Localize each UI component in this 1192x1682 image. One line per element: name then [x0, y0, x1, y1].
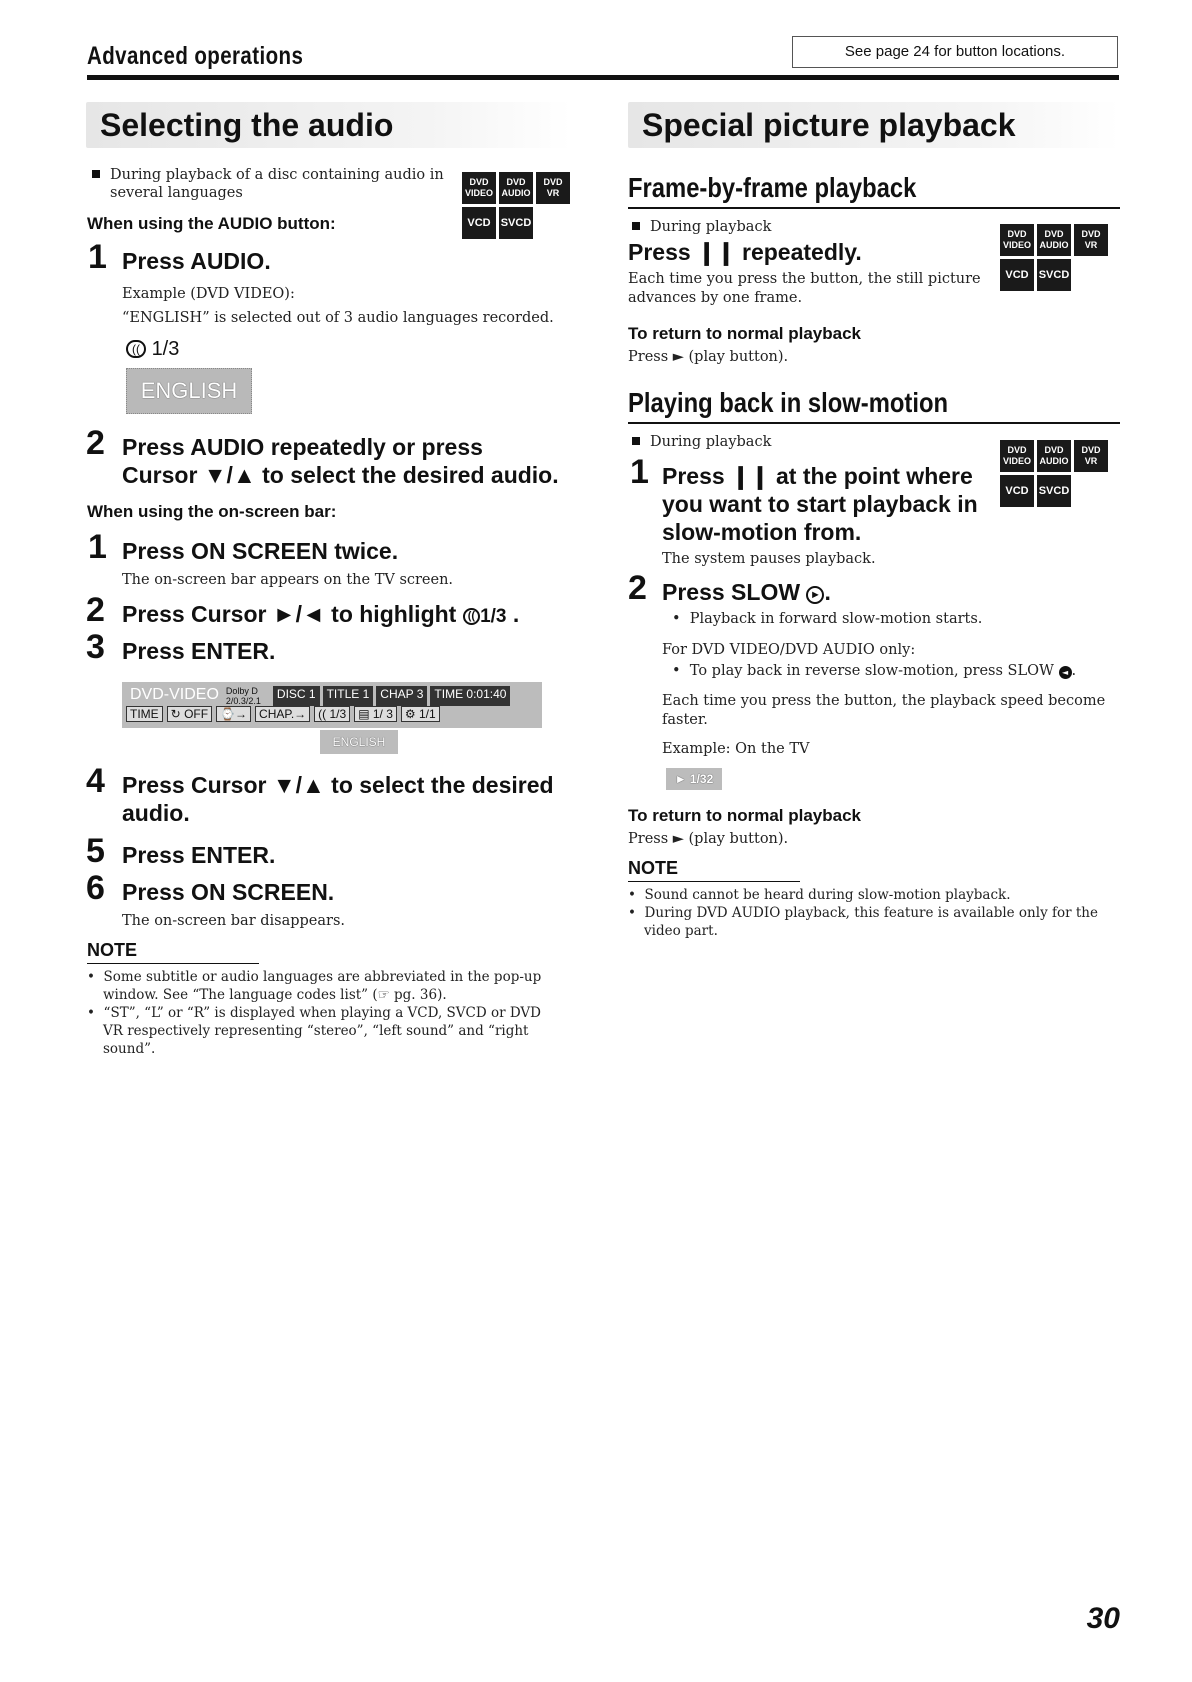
step-number: 3 — [86, 628, 105, 666]
slow-forward-icon: ► — [806, 586, 824, 604]
section-title: Advanced operations — [87, 42, 304, 70]
note-list-left: • Some subtitle or audio languages are abbreviated in the pop-up window. See “The language codes list” (☞ pg. 36). • “ST”, “L” or “R” is displayed when playing a VCD, SVCD or DVD VR respectively representing “stereo”, “left sound” and “right sound”. — [87, 968, 577, 1058]
audio-osd-count: (( 1/3 — [126, 338, 179, 361]
disc-badges-left — [462, 172, 570, 239]
badge-dvd-video: DVD VIDEO — [1000, 224, 1034, 256]
note-item: • Some subtitle or audio languages are abbreviated in the pop-up — [87, 969, 542, 985]
step-highlight: Press Cursor ►/◄ to highlight (( 1/3 . — [122, 601, 520, 627]
onscreen-disappears: The on-screen bar disappears. — [122, 913, 346, 929]
step-press-pause-repeat: Press ❙❙ repeatedly. — [628, 239, 862, 265]
special-picture-heading: Special picture playback — [628, 102, 1120, 148]
badge-vcd: VCD — [462, 207, 496, 239]
frame-condition: During playback — [632, 218, 771, 236]
step-select-audio-2: audio. — [122, 800, 190, 826]
button-locations-note: See page 24 for button locations. — [792, 36, 1118, 68]
note-item: • Sound cannot be heard during slow-motion playback. — [628, 887, 1011, 903]
note-rule — [87, 963, 259, 964]
badge-dvd-vr: DVD VR — [1074, 440, 1108, 472]
bullet-square — [92, 170, 100, 178]
when-audio-button: When using the AUDIO button: — [87, 214, 336, 233]
slow-reverse-icon: ◄ — [1059, 666, 1072, 679]
when-onscreen-bar: When using the on-screen bar: — [87, 502, 337, 521]
repeat-icon: ↻ — [170, 707, 181, 721]
note-rule — [628, 881, 800, 882]
return-normal-desc-2: Press ► (play button). — [628, 831, 789, 847]
note-heading-right: NOTE — [628, 858, 679, 878]
step-number: 1 — [88, 238, 107, 276]
selecting-audio-heading: Selecting the audio — [86, 102, 572, 148]
return-normal-desc: Press ► (play button). — [628, 349, 789, 365]
badge-dvd-audio: DVD AUDIO — [1037, 440, 1071, 472]
step-number: 2 — [86, 424, 105, 462]
tv-example-label: Example: On the TV — [662, 741, 810, 757]
audio-selector: (( 1/3 — [314, 706, 350, 722]
disc-badges-slow — [1000, 440, 1108, 507]
osd-language-popup: ENGLISH — [320, 730, 398, 754]
onscreen-bar-illustration — [122, 682, 542, 760]
osd-row-1: DVD-VIDEO Dolby D 2/0.3/2.1 DISC 1 TITLE 1 CHAP 3 TIME 0:01:40 — [126, 686, 510, 706]
frame-desc-1: Each time you press the button, the still picture — [628, 271, 981, 287]
heading-rule — [628, 207, 1120, 209]
note-heading-left: NOTE — [87, 940, 138, 960]
speed-faster-2: faster. — [662, 712, 708, 728]
step-select-audio: Press Cursor ▼/▲ to select the desired — [122, 772, 554, 798]
step-number: 2 — [86, 591, 105, 629]
step-number: 1 — [88, 528, 107, 566]
step-press-enter: Press ENTER. — [122, 638, 276, 664]
slow-motion-heading: Playing back in slow-motion — [628, 387, 949, 418]
example-label: Example (DVD VIDEO): — [122, 286, 295, 302]
frame-by-frame-heading: Frame-by-frame playback — [628, 172, 917, 203]
step-press-pause-point-2: you want to start playback in — [662, 491, 978, 517]
step-number: 2 — [628, 569, 647, 607]
frame-desc-2: advances by one frame. — [628, 290, 803, 306]
step-press-audio-repeat-2: Cursor ▼/▲ to select the desired audio. — [122, 462, 559, 488]
system-pauses: The system pauses playback. — [662, 551, 876, 567]
audio-osd-language: ENGLISH — [126, 368, 252, 414]
osd-row-2: TIME ↻ OFF ⌚→ CHAP.→ (( 1/3 ▤ 1/ 3 ⚙ 1/1 — [126, 706, 440, 722]
badge-dvd-audio: DVD AUDIO — [499, 172, 533, 204]
badge-vcd: VCD — [1000, 259, 1034, 291]
timer-icon: ⌚→ — [216, 706, 251, 722]
speed-faster-1: Each time you press the button, the playback speed become — [662, 693, 1106, 709]
onscreen-appears: The on-screen bar appears on the TV screen. — [122, 572, 454, 588]
step-press-audio-repeat: Press AUDIO repeatedly or press — [122, 434, 483, 460]
step-press-enter-2: Press ENTER. — [122, 842, 276, 868]
badge-svcd: SVCD — [1037, 475, 1071, 507]
step-number: 1 — [630, 453, 649, 491]
slow-condition: During playback — [632, 433, 771, 451]
return-normal-heading-2: To return to normal playback — [628, 806, 862, 825]
badge-vcd: VCD — [1000, 475, 1034, 507]
badge-dvd-video: DVD VIDEO — [462, 172, 496, 204]
step-press-onscreen: Press ON SCREEN. — [122, 879, 335, 905]
step-onscreen-twice: Press ON SCREEN twice. — [122, 538, 399, 564]
step-press-audio: Press AUDIO. — [122, 248, 271, 274]
audio-condition: During playback of a disc containing audio in several languages — [92, 166, 452, 202]
step-number: 4 — [86, 762, 105, 800]
step-number: 6 — [86, 869, 105, 907]
step-press-slow: Press SLOW ► . — [662, 579, 831, 605]
note-item: • During DVD AUDIO playback, this feature is available only for the — [628, 905, 1098, 921]
reverse-slow-instruction: • To play back in reverse slow-motion, press SLOW ◄ . — [672, 663, 1077, 679]
badge-svcd: SVCD — [1037, 259, 1071, 291]
repeat-off: ↻ OFF — [167, 706, 212, 722]
audio-icon: (( — [463, 608, 480, 625]
badge-dvd-video: DVD VIDEO — [1000, 440, 1034, 472]
heading-rule — [628, 422, 1120, 424]
step-number: 5 — [86, 832, 105, 870]
step-press-pause-point: Press ❙❙ at the point where — [662, 463, 973, 489]
forward-slow-starts: • Playback in forward slow-motion starts. — [672, 611, 983, 627]
step-press-pause-point-3: slow-motion from. — [662, 519, 862, 545]
return-normal-heading: To return to normal playback — [628, 324, 862, 343]
subtitle-selector: ▤ 1/ 3 — [354, 706, 397, 722]
dvd-only-note: For DVD VIDEO/DVD AUDIO only: — [662, 642, 916, 658]
page-number: 30 — [1086, 1602, 1120, 1635]
header-rule — [87, 75, 1119, 80]
example-desc: “ENGLISH” is selected out of 3 audio languages recorded. — [122, 310, 554, 326]
badge-dvd-audio: DVD AUDIO — [1037, 224, 1071, 256]
note-item: • “ST”, “L” or “R” is displayed when playing a VCD, SVCD or DVD — [87, 1005, 542, 1021]
note-list-right: • Sound cannot be heard during slow-motion playback. • During DVD AUDIO playback, this feature is available only for the video part. — [628, 886, 1120, 940]
audio-icon: (( — [126, 340, 146, 358]
disc-badges-frame — [1000, 224, 1108, 291]
badge-dvd-vr: DVD VR — [1074, 224, 1108, 256]
angle-selector: ⚙ 1/1 — [401, 706, 440, 722]
badge-svcd: SVCD — [499, 207, 533, 239]
badge-dvd-vr: DVD VR — [536, 172, 570, 204]
slow-speed-osd: ► 1/32 — [666, 768, 722, 790]
